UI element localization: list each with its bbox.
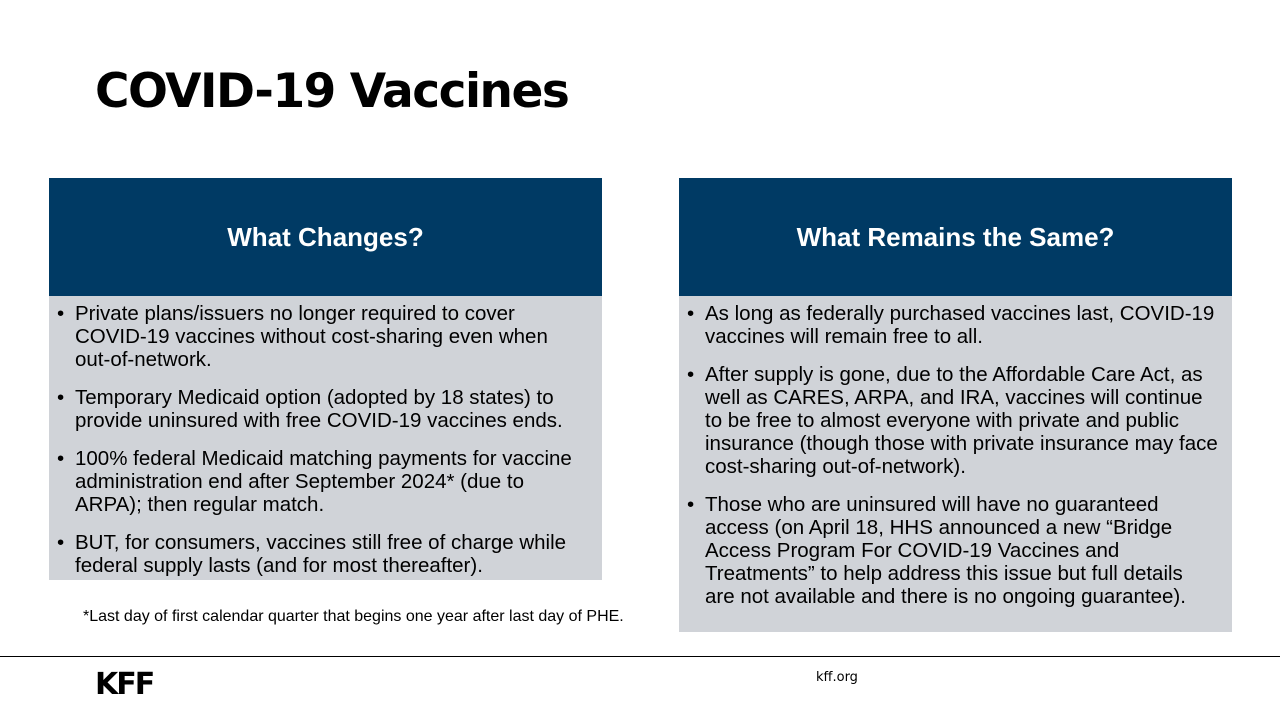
what-changes-panel xyxy=(49,178,602,580)
what-remains-panel xyxy=(679,178,1232,632)
what-changes-list xyxy=(55,302,588,577)
list-item: • As long as federally purchased vaccines last, COVID-19 vaccines will remain free to all. xyxy=(685,302,1218,348)
list-item: • Those who are uninsured will have no guaranteed access (on April 18, HHS announced a new “Bridge Access Program For COVID-19 Vaccines and Treatments” to help address this issue but full details are not available and there is no ongoing guarantee). xyxy=(685,493,1218,608)
list-item: • Temporary Medicaid option (adopted by 18 states) to provide uninsured with free COVID-19 vaccines ends. xyxy=(55,386,588,432)
list-item: • 100% federal Medicaid matching payments for vaccine administration end after September 2024* (due to ARPA); then regular match. xyxy=(55,447,588,516)
slide-title: COVID-19 Vaccines xyxy=(95,64,569,119)
list-item: • Private plans/issuers no longer required to cover COVID-19 vaccines without cost-sharing even when out-of-network. xyxy=(55,302,588,371)
what-changes-heading: What Changes? xyxy=(49,178,602,296)
list-item: • After supply is gone, due to the Affordable Care Act, as well as CARES, ARPA, and IRA, vaccines will continue to be free to almost everyone with private and public insurance (though those with private insurance may face cost-sharing out-of-network). xyxy=(685,363,1218,478)
what-remains-list xyxy=(685,302,1218,608)
footnote: *Last day of first calendar quarter that begins one year after last day of PHE. xyxy=(83,608,624,625)
what-remains-body xyxy=(679,296,1232,632)
what-changes-body xyxy=(49,296,602,580)
what-remains-heading: What Remains the Same? xyxy=(679,178,1232,296)
footer-divider xyxy=(0,656,1280,657)
list-item: • BUT, for consumers, vaccines still free of charge while federal supply lasts (and for most thereafter). xyxy=(55,531,588,577)
kff-logo: KFF xyxy=(95,667,154,702)
site-url: kff.org xyxy=(816,670,858,685)
